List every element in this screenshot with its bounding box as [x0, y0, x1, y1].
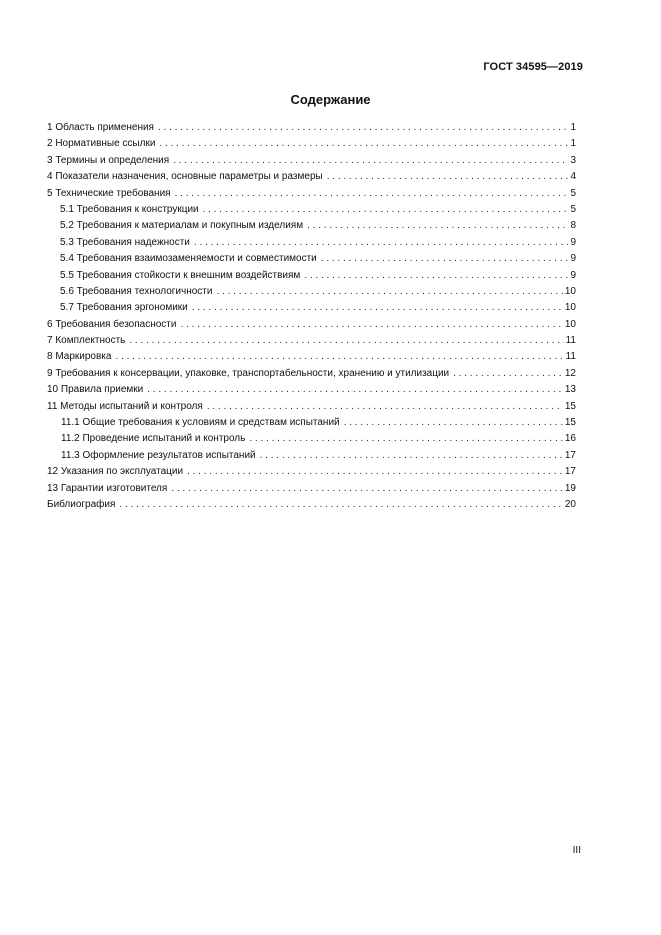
toc-dot-leader	[175, 186, 569, 202]
toc-entry	[47, 284, 576, 300]
toc-entry-page: 11	[565, 351, 576, 363]
toc-dot-leader	[159, 136, 568, 152]
toc-entry-page: 5	[570, 187, 576, 199]
toc-entry-page: 1	[570, 138, 576, 150]
toc-dot-leader	[129, 333, 563, 349]
toc-entry-page: 12	[564, 367, 576, 379]
toc-entry	[47, 497, 576, 513]
toc-dot-leader	[321, 251, 569, 267]
toc-entry-label: 8 Маркировка	[47, 351, 112, 363]
toc-entry	[47, 186, 576, 202]
toc-entry-label: 3 Термины и определения	[47, 154, 170, 166]
toc-entry-label: 11.3 Оформление результатов испытаний	[61, 449, 256, 461]
table-of-contents	[47, 120, 576, 513]
toc-entry	[47, 235, 576, 251]
toc-dot-leader	[180, 317, 562, 333]
toc-entry-label: 5 Технические требования	[47, 187, 171, 199]
toc-dot-leader	[192, 300, 563, 316]
toc-dot-leader	[304, 268, 568, 284]
toc-entry-page: 3	[570, 154, 576, 166]
toc-entry-label: 5.7 Требования эргономики	[60, 302, 188, 314]
toc-entry-label: 5.4 Требования взаимозаменяемости и совместимости	[60, 253, 317, 265]
toc-entry	[47, 120, 576, 136]
toc-entry	[47, 136, 576, 152]
toc-entry-label: 5.5 Требования стойкости к внешним воздействиям	[60, 269, 301, 281]
toc-entry-page: 16	[564, 433, 576, 445]
toc-entry-label: 11.1 Общие требования к условиям и средствам испытаний	[61, 417, 340, 429]
toc-dot-leader	[158, 120, 568, 136]
toc-entry-label: 12 Указания по эксплуатации	[47, 466, 184, 478]
toc-dot-leader	[216, 284, 562, 300]
toc-dot-leader	[147, 382, 563, 398]
toc-entry-label: 5.1 Требования к конструкции	[60, 203, 199, 215]
toc-entry-label: 10 Правила приемки	[47, 384, 144, 396]
toc-entry	[47, 431, 576, 447]
toc-dot-leader	[171, 481, 563, 497]
toc-entry-label: 4 Показатели назначения, основные параметры и размеры	[47, 171, 323, 183]
toc-entry	[47, 448, 576, 464]
toc-entry	[47, 202, 576, 218]
toc-dot-leader	[307, 218, 568, 234]
toc-entry	[47, 153, 576, 169]
toc-entry-page: 17	[564, 449, 576, 461]
toc-entry	[47, 169, 576, 185]
toc-dot-leader	[453, 366, 563, 382]
toc-entry-page: 9	[570, 269, 576, 281]
toc-entry-page: 4	[570, 171, 576, 183]
toc-entry-page: 15	[564, 400, 576, 412]
toc-entry-label: 6 Требования безопасности	[47, 318, 177, 330]
toc-dot-leader	[207, 399, 563, 415]
toc-entry-page: 17	[564, 466, 576, 478]
toc-entry-label: 5.6 Требования технологичности	[60, 285, 213, 297]
toc-dot-leader	[260, 448, 563, 464]
toc-entry-label: 9 Требования к консервации, упаковке, транспортабельности, хранению и утилизации	[47, 367, 450, 379]
toc-entry-page: 10	[564, 285, 576, 297]
toc-entry-page: 15	[564, 417, 576, 429]
toc-dot-leader	[119, 497, 562, 513]
document-code: ГОСТ 34595—2019	[483, 61, 583, 73]
toc-entry-page: 9	[570, 236, 576, 248]
toc-entry	[47, 464, 576, 480]
toc-dot-leader	[173, 153, 568, 169]
toc-entry-label: 2 Нормативные ссылки	[47, 138, 156, 150]
toc-entry-page: 19	[564, 482, 576, 494]
toc-dot-leader	[194, 235, 569, 251]
toc-entry	[47, 268, 576, 284]
toc-entry-page: 5	[570, 203, 576, 215]
toc-entry-page: 8	[570, 220, 576, 232]
toc-entry-page: 11	[565, 335, 576, 347]
toc-entry-page: 13	[564, 384, 576, 396]
toc-dot-leader	[249, 431, 563, 447]
toc-entry	[47, 415, 576, 431]
page-number: III	[572, 845, 581, 856]
toc-entry	[47, 382, 576, 398]
toc-entry-page: 9	[570, 253, 576, 265]
toc-entry-page: 1	[570, 122, 576, 133]
toc-dot-leader	[187, 464, 563, 480]
toc-dot-leader	[344, 415, 563, 431]
toc-dot-leader	[115, 349, 563, 365]
toc-entry	[47, 333, 576, 349]
toc-entry-page: 20	[564, 498, 576, 510]
toc-entry	[47, 317, 576, 333]
toc-entry	[47, 218, 576, 234]
toc-entry	[47, 366, 576, 382]
toc-title: Содержание	[290, 92, 371, 107]
toc-entry-label: 5.3 Требования надежности	[60, 236, 190, 248]
toc-entry-label: 11.2 Проведение испытаний и контроль	[61, 433, 246, 445]
toc-entry	[47, 300, 576, 316]
toc-entry-label: 13 Гарантии изготовителя	[47, 482, 168, 494]
toc-entry-label: 11 Методы испытаний и контроля	[47, 400, 203, 412]
toc-entry	[47, 349, 576, 365]
toc-entry-page: 10	[564, 302, 576, 314]
toc-entry-label: 5.2 Требования к материалам и покупным изделиям	[60, 220, 304, 232]
toc-entry-label: 1 Область применения	[47, 122, 154, 133]
toc-entry-label: 7 Комплектность	[47, 335, 126, 347]
toc-entry	[47, 399, 576, 415]
toc-entry-label: Библиография	[47, 498, 116, 510]
toc-dot-leader	[327, 169, 569, 185]
toc-entry-page: 10	[564, 318, 576, 330]
toc-dot-leader	[203, 202, 569, 218]
toc-entry	[47, 251, 576, 267]
toc-entry	[47, 481, 576, 497]
